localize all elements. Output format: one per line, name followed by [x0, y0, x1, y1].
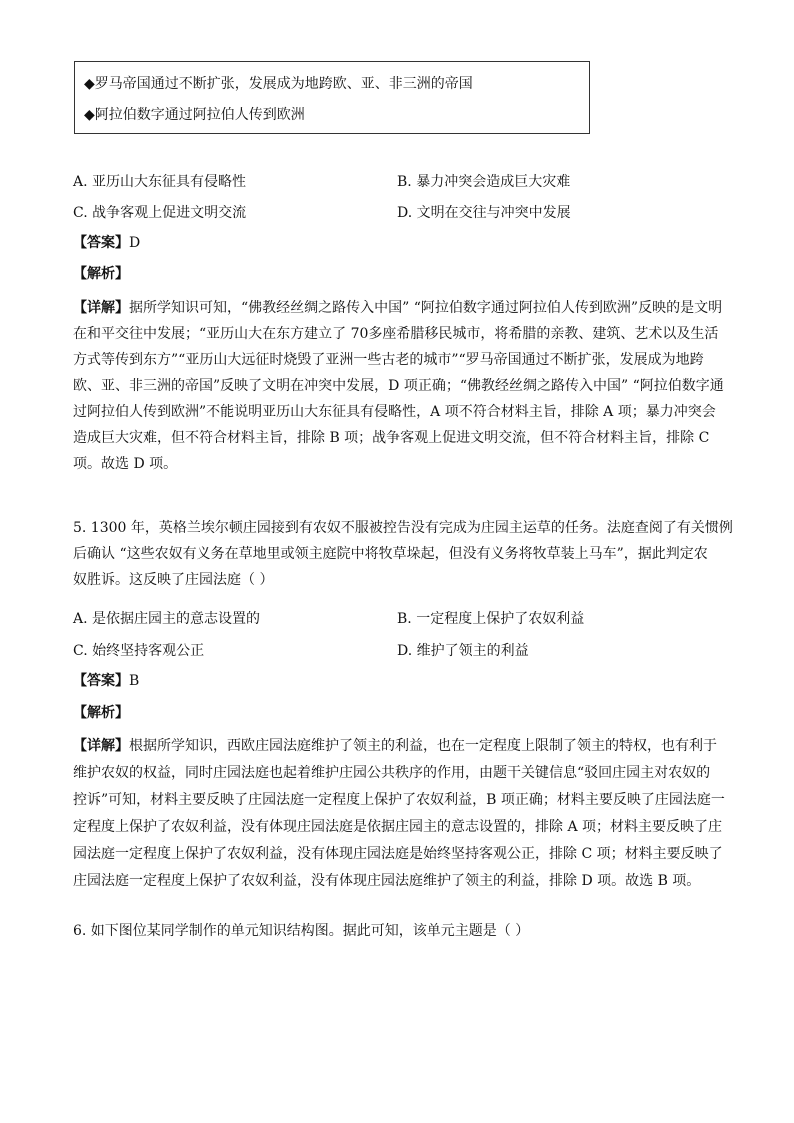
q5-stem-line-1: 5. 1300 年，英格兰埃尔顿庄园接到有农奴不服被控告没有完成为庄园主运草的任务。法庭查阅了有关惯例	[73, 520, 733, 536]
q4-option-c: C. 战争客观上促进文明交流	[73, 205, 247, 221]
q5-option-a: A. 是依据庄园主的意志设置的	[73, 611, 261, 627]
answer-label: 【答案】	[73, 235, 129, 251]
q5-detail-line-5: 园法庭一定程度上保护了农奴利益，没有体现庄园法庭是始终坚持客观公正，排除 C 项；材料主要反映了	[73, 846, 723, 862]
q5-detail	[73, 736, 723, 898]
q4-analysis-label: 【解析】	[73, 266, 129, 282]
material-line-1: ◆罗马帝国通过不断扩张，发展成为地跨欧、亚、非三洲的帝国	[84, 76, 473, 92]
q4-detail-line-1: 【详解】据所学知识可知，“佛教经丝绸之路传入中国” “阿拉伯数字通过阿拉伯人传到欧洲”反映的是文明	[73, 300, 723, 316]
q5-detail-line-4: 定程度上保护了农奴利益，没有体现庄园法庭是依据庄园主的意志设置的，排除 A 项；材料主要反映了庄	[73, 819, 723, 835]
q5-analysis-label: 【解析】	[73, 705, 129, 721]
q5-option-d: D. 维护了领主的利益	[397, 643, 529, 659]
q6-stem: 6. 如下图位某同学制作的单元知识结构图。据此可知，该单元主题是（ ）	[73, 923, 530, 939]
q4-detail-line-2: 在和平交往中发展；“亚历山大在东方建立了 70多座希腊移民城市，将希腊的亲教、建筑、艺术以及生活	[73, 326, 719, 342]
q5-stem-line-3: 奴胜诉。这反映了庄园法庭（ ）	[73, 572, 274, 588]
q5-option-c: C. 始终坚持客观公正	[73, 643, 205, 659]
q4-option-b: B. 暴力冲突会造成巨大灾难	[397, 174, 571, 190]
detail-label: 【详解】	[73, 738, 129, 754]
q5-detail-line-6: 庄园法庭一定程度上保护了农奴利益，没有体现庄园法庭维护了领主的利益，排除 D 项。故选 B 项。	[73, 873, 701, 889]
detail-label: 【详解】	[73, 300, 129, 316]
q4-detail-line-6: 造成巨大灾难，但不符合材料主旨，排除 B 项；战争客观上促进文明交流，但不符合材料主旨，排除 C	[73, 430, 710, 446]
q5-detail-line-1: 【详解】根据所学知识，西欧庄园法庭维护了领主的利益，也在一定程度上限制了领主的特权，也有利于	[73, 738, 717, 754]
material-line-2: ◆阿拉伯数字通过阿拉伯人传到欧洲	[84, 107, 305, 123]
q5-answer-line	[73, 671, 139, 691]
q4-answer-line	[73, 233, 140, 253]
q5-stem	[73, 518, 733, 596]
q4-option-a: A. 亚历山大东征具有侵略性	[73, 174, 247, 190]
q4-answer-value: D	[129, 235, 141, 251]
answer-label: 【答案】	[73, 673, 129, 689]
q4-option-d: D. 文明在交往与冲突中发展	[397, 205, 571, 221]
q5-detail-line-3: 控诉”可知，材料主要反映了庄园法庭一定程度上保护了农奴利益，B 项正确；材料主要反映了庄园法庭一	[73, 792, 725, 808]
q5-option-b: B. 一定程度上保护了农奴利益	[397, 611, 585, 627]
q5-stem-line-2: 后确认 “这些农奴有义务在草地里或领主庭院中将牧草垛起，但没有义务将牧草装上马车”，据此判定农	[73, 546, 708, 562]
q4-detail-line-3: 方式等传到东方”“亚历山大远征时烧毁了亚洲一些古老的城市”“罗马帝国通过不断扩张，发展成为地跨	[73, 352, 704, 368]
q4-detail-line-7: 项。故选 D 项。	[73, 456, 178, 472]
q5-detail-line-2: 维护农奴的权益，同时庄园法庭也起着维护庄园公共秩序的作用，由题干关键信息“驳回庄园主对农奴的	[73, 765, 711, 781]
q4-detail	[73, 298, 723, 480]
material-box	[74, 61, 590, 134]
q5-answer-value: B	[129, 673, 140, 689]
q4-detail-line-5: 过阿拉伯人传到欧洲”不能说明亚历山大东征具有侵略性，A 项不符合材料主旨，排除 A 项；暴力冲突会	[73, 404, 716, 420]
q4-detail-line-4: 欧、亚、非三洲的帝国”反映了文明在冲突中发展，D 项正确；“佛教经丝绸之路传入中国” “阿拉伯数字通	[73, 378, 724, 394]
